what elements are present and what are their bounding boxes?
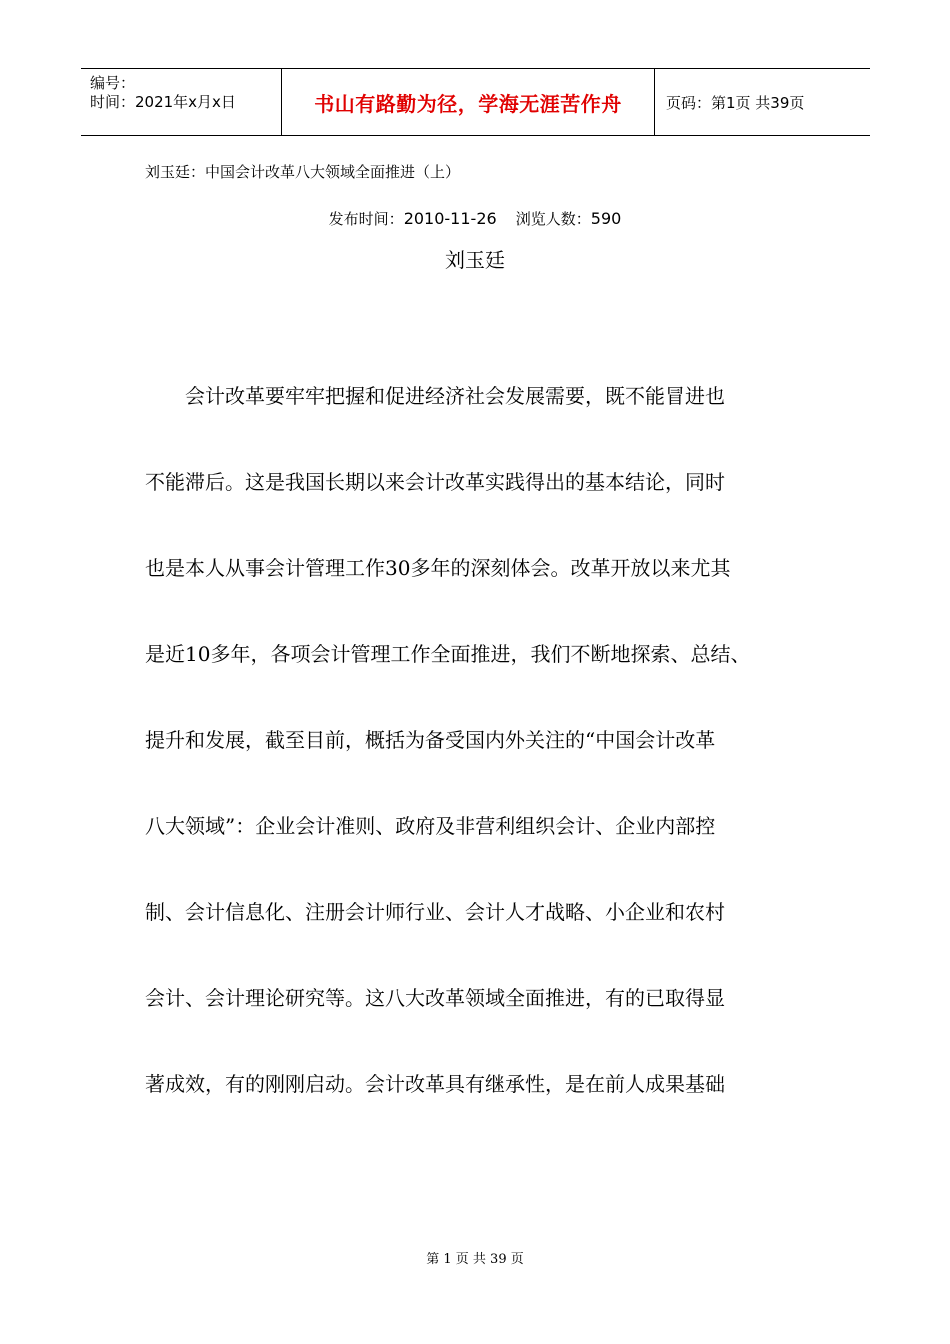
body-line: 会计改革要牢牢把握和促进经济社会发展需要，既不能冒进也 [145, 384, 725, 408]
body-line: 也是本人从事会计管理工作30多年的深刻体会。改革开放以来尤其 [145, 556, 731, 580]
body-line: 八大领域”：企业会计准则、政府及非营利组织会计、企业内部控 [145, 814, 716, 838]
document-number-label: 编号： [90, 74, 136, 92]
article-title: 刘玉廷：中国会计改革八大领域全面推进（上） [145, 163, 461, 181]
body-line: 提升和发展，截至目前，概括为备受国内外关注的“中国会计改革 [145, 728, 716, 752]
body-line: 不能滞后。这是我国长期以来会计改革实践得出的基本结论，同时 [145, 470, 725, 494]
views-label: 浏览人数： [515, 210, 591, 228]
body-line: 著成效，有的刚刚启动。会计改革具有继承性，是在前人成果基础 [145, 1072, 725, 1096]
document-time-label: 时间：2021年x月x日 [90, 93, 236, 111]
article-meta [0, 208, 950, 229]
header-info-cell [81, 69, 282, 135]
body-line: 会计、会计理论研究等。这八大改革领域全面推进，有的已取得显 [145, 986, 725, 1010]
body-line: 制、会计信息化、注册会计师行业、会计人才战略、小企业和农村 [145, 900, 725, 924]
page-footer: 第 1 页 共 39 页 [426, 1252, 524, 1267]
publish-label: 发布时间： [328, 210, 404, 228]
views-count: 590 [590, 209, 622, 228]
header-page-cell [655, 69, 870, 135]
header-table [81, 68, 870, 136]
body-line: 是近10多年，各项会计管理工作全面推进，我们不断地探索、总结、 [145, 642, 751, 666]
publish-date: 2010-11-26 [403, 209, 497, 228]
header-page-info: 页码：第1页 共39页 [666, 93, 805, 112]
header-motto: 书山有路勤为径，学海无涯苦作舟 [314, 91, 622, 116]
article-author: 刘玉廷 [445, 248, 505, 272]
header-motto-cell [282, 69, 655, 135]
